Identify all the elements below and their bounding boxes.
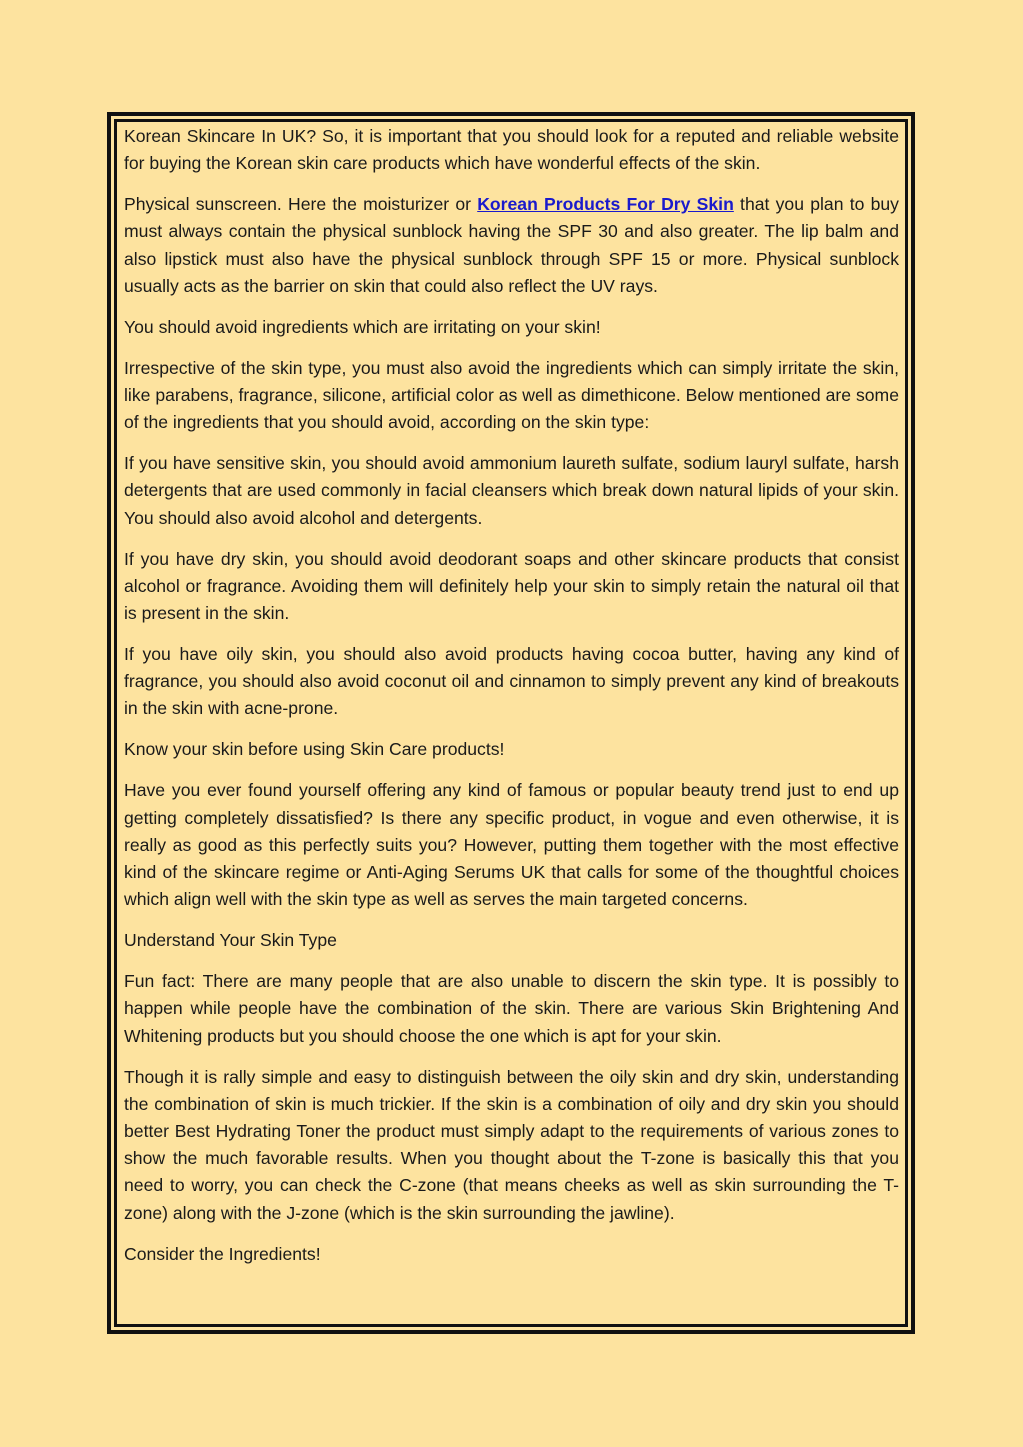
paragraph-sunscreen-text-end: that you plan to buy must always contain the physical sunblock having the SPF 30 and also greater. The lip balm and also lipstick must also have the physical sunblock through SPF 15 or more. Physical sunblock usually acts as the barrier on skin that could also reflect the UV rays. — [124, 194, 899, 296]
paragraph-irrespective-skin-type: Irrespective of the skin type, you must also avoid the ingredients which can simply irritate the skin, like parabens, fragrance, silicone, artificial color as well as dimethicone. Below mentioned are some of the ingredients that you should avoid, according on the skin type: — [124, 357, 899, 433]
paragraph-fun-fact: Fun fact: There are many people that are also unable to discern the skin type. It is possibly to happen while people have the combination of the skin. There are various Skin Brightening And Whitening products but you should choose the one which is apt for your skin. — [124, 971, 899, 1046]
paragraph-dry-skin: If you have dry skin, you should avoid deodorant soaps and other skincare products that consist alcohol or fragrance. Avoiding them will definitely help your skin to simply retain the natural oil that is present in the skin. — [124, 548, 899, 624]
paragraph-understand-skin-type: Understand Your Skin Type — [124, 930, 337, 951]
korean-products-dry-skin-link[interactable]: Korean Products For Dry Skin — [477, 194, 734, 215]
article-body — [124, 123, 899, 1268]
paragraph-physical-sunscreen — [124, 191, 899, 300]
paragraph-oily-skin: If you have oily skin, you should also avoid products having cocoa butter, having any kind of fragrance, you should also avoid coconut oil and cinnamon to simply prevent any kind of breakouts in the skin with acne-prone. — [124, 644, 899, 719]
paragraph-know-your-skin: Know your skin before using Skin Care products! — [124, 739, 505, 760]
paragraph-intro: Korean Skincare In UK? So, it is important that you should look for a reputed and reliable website for buying the Korean skin care products which have wonderful effects of the skin. — [124, 126, 899, 174]
paragraph-consider-ingredients: Consider the Ingredients! — [124, 1243, 321, 1264]
paragraph-combination-skin: Though it is rally simple and easy to distinguish between the oily skin and dry skin, understanding the combination of skin is much trickier. If the skin is a combination of oily and dry skin you should better Best Hydrating Toner the product must simply adapt to the requirements of various zones to show the much favorable results. When you thought about the T-zone is basically this that you need to worry, you can check the C-zone (that means cheeks as well as skin surrounding the T-zone) along with the J-zone (which is the skin surrounding the jawline). — [124, 1066, 899, 1223]
paragraph-avoid-irritating: You should avoid ingredients which are irritating on your skin! — [124, 316, 601, 337]
paragraph-beauty-trend: Have you ever found yourself offering any kind of famous or popular beauty trend just to end up getting completely dissatisfied? Is there any specific product, in vogue and even otherwise, it is really as good as this perfectly suits you? However, putting them together with the most effective kind of the skincare regime or Anti-Aging Serums UK that calls for some of the thoughtful choices which align well with the skin type as well as serves the main targeted concerns. — [124, 780, 899, 910]
paragraph-sensitive-skin: If you have sensitive skin, you should avoid ammonium laureth sulfate, sodium lauryl sulfate, harsh detergents that are used commonly in facial cleansers which break down natural lipids of your skin. You should also avoid alcohol and detergents. — [124, 453, 899, 528]
paragraph-sunscreen-text-start: Physical sunscreen. Here the moisturizer or — [124, 194, 478, 215]
